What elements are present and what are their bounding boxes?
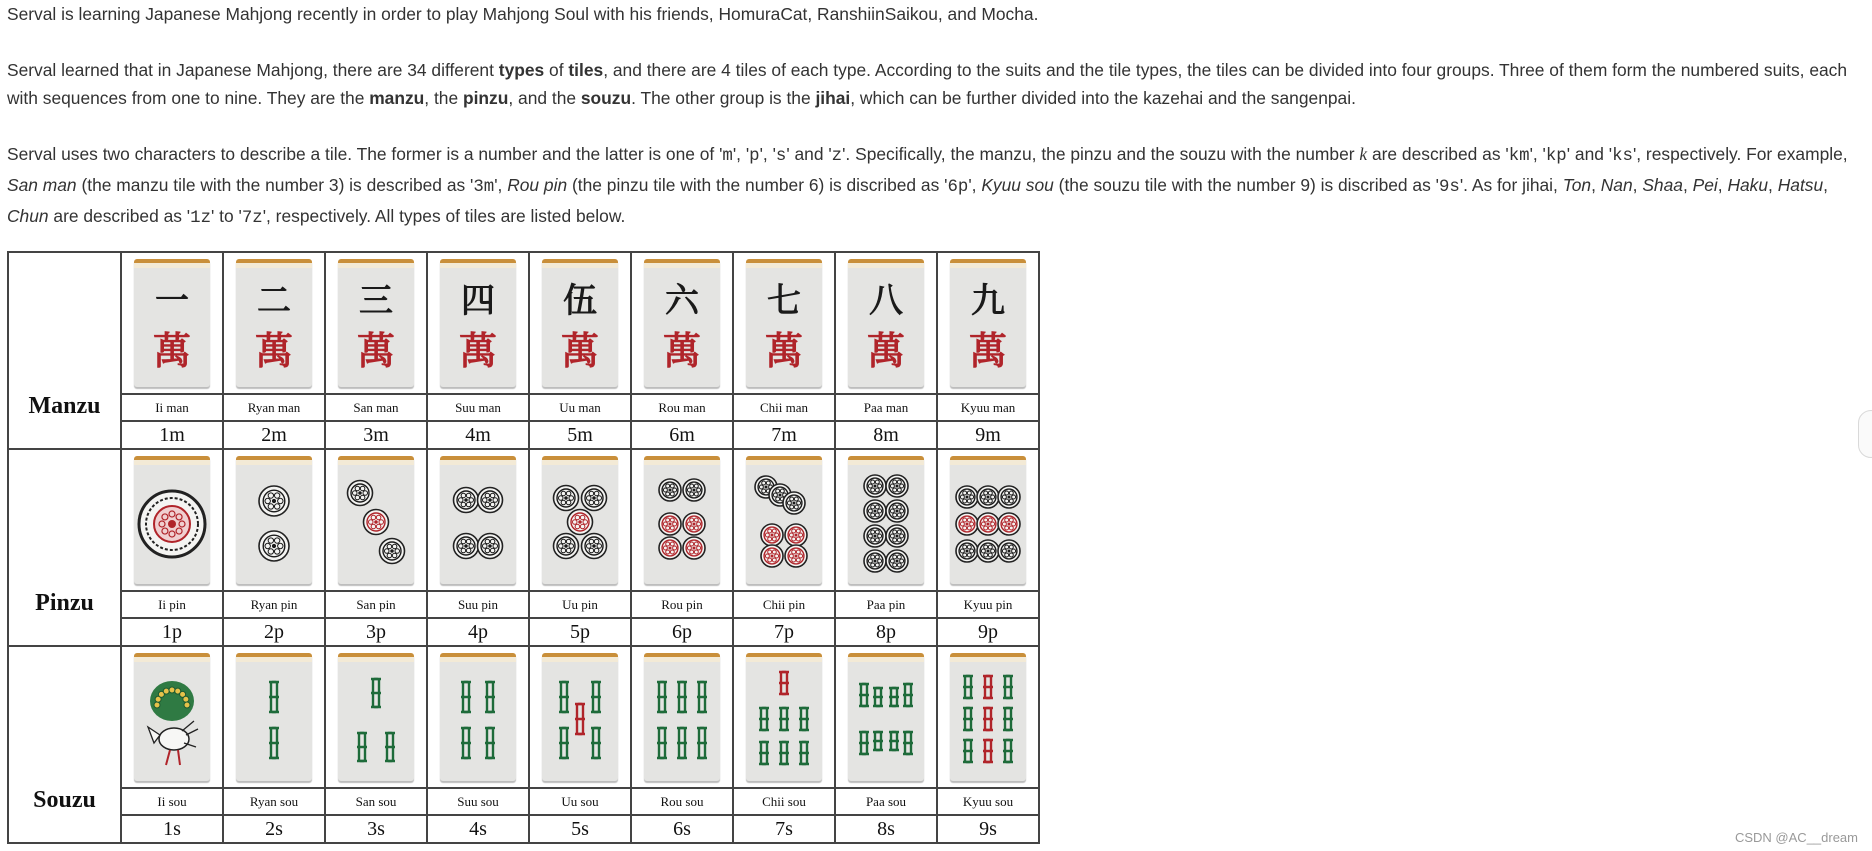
tile-image-cell — [631, 646, 733, 788]
pinzu-tile-art-5 — [542, 460, 618, 584]
text: are described as ' — [1367, 144, 1509, 164]
tile-image-cell — [223, 646, 325, 788]
tile-code: 5m — [529, 421, 631, 449]
italic-term: Nan — [1600, 175, 1633, 195]
tile-image-cell — [529, 646, 631, 788]
tile-code: 7m — [733, 421, 835, 449]
tile-image-cell — [835, 252, 937, 394]
souzu-tile-1 — [134, 653, 210, 781]
text: ', ' — [759, 144, 776, 164]
tile-image-cell — [937, 252, 1039, 394]
pinzu-tile-9 — [950, 456, 1026, 584]
tile-image-cell — [733, 252, 835, 394]
text: Serval learned that in Japanese Mahjong, there are 34 different — [7, 60, 499, 80]
pinzu-codes-row — [8, 618, 1039, 646]
tile-code: 8s — [835, 815, 937, 843]
kanji-number: 一 — [155, 281, 189, 321]
tile-image-cell — [733, 449, 835, 591]
tile-code: 2p — [223, 618, 325, 646]
pinzu-tile-3 — [338, 456, 414, 584]
code: 9s — [1438, 178, 1460, 197]
tile-image-cell — [427, 646, 529, 788]
souzu-tile-art-6 — [644, 657, 720, 781]
code: km — [1508, 147, 1530, 166]
tile-code: 7s — [733, 815, 835, 843]
tile-code: 8p — [835, 618, 937, 646]
tile-code: 2m — [223, 421, 325, 449]
tile-name: Ryan pin — [223, 591, 325, 618]
tile-name: Chii sou — [733, 788, 835, 815]
tile-name: Suu man — [427, 394, 529, 421]
text: of — [544, 60, 569, 80]
tile-code: 9m — [937, 421, 1039, 449]
text: (the souzu tile with the number 9) is discribed as ' — [1053, 175, 1439, 195]
text: ', ' — [732, 144, 750, 164]
code: p — [749, 147, 760, 166]
tile-image-cell — [733, 646, 835, 788]
manzu-tile-2 — [236, 259, 312, 387]
pinzu-tile-7 — [746, 456, 822, 584]
tile-image-cell — [223, 252, 325, 394]
italic-term: Ton — [1562, 175, 1592, 195]
tile-image-cell — [937, 646, 1039, 788]
souzu-tile-7 — [746, 653, 822, 781]
pinzu-tile-art-2 — [236, 460, 312, 584]
pinzu-tile-2 — [236, 456, 312, 584]
souzu-tile-9 — [950, 653, 1026, 781]
statement-paragraph-3 — [7, 140, 1867, 233]
kanji-number: 八 — [869, 281, 903, 321]
tile-name: Ii sou — [121, 788, 223, 815]
tile-name: Uu pin — [529, 591, 631, 618]
souzu-tile-art-8 — [848, 657, 924, 781]
text: (the pinzu tile with the number 6) is discribed as ' — [567, 175, 948, 195]
kanji-suit: 萬 — [560, 329, 599, 373]
souzu-names-row — [8, 788, 1039, 815]
tile-code: 6s — [631, 815, 733, 843]
text: , — [1591, 175, 1601, 195]
text: , — [1823, 175, 1828, 195]
manzu-tiles-row — [8, 252, 1039, 394]
bold-term: types — [498, 60, 545, 80]
manzu-tile-9 — [950, 259, 1026, 387]
tile-code: 2s — [223, 815, 325, 843]
tile-image-cell — [121, 646, 223, 788]
watermark: CSDN @AC__dream — [1734, 830, 1858, 845]
manzu-names-row — [8, 394, 1039, 421]
tile-code: 3s — [325, 815, 427, 843]
text: ', — [494, 175, 508, 195]
manzu-suit-label: Manzu — [8, 252, 121, 449]
tile-name: Rou sou — [631, 788, 733, 815]
tile-image-cell — [325, 252, 427, 394]
code: s — [775, 147, 787, 166]
tile-image-cell — [835, 449, 937, 591]
italic-term: Chun — [7, 206, 49, 226]
code: 6p — [947, 178, 969, 197]
pinzu-tiles-row — [8, 449, 1039, 591]
souzu-tile-5 — [542, 653, 618, 781]
pinzu-tile-art-7 — [746, 460, 822, 584]
tile-image-cell — [325, 449, 427, 591]
tile-name: Kyuu man — [937, 394, 1039, 421]
text: . The other group is the — [631, 88, 816, 108]
souzu-tile-art-7 — [746, 657, 822, 781]
kanji-number: 六 — [665, 281, 699, 321]
souzu-tile-3 — [338, 653, 414, 781]
manzu-tile-5 — [542, 259, 618, 387]
tile-code: 1p — [121, 618, 223, 646]
text: , — [1632, 175, 1643, 195]
souzu-tiles-row — [8, 646, 1039, 788]
tile-name: Chii pin — [733, 591, 835, 618]
souzu-codes-row — [8, 815, 1039, 843]
italic-term: Pei — [1692, 175, 1718, 195]
tile-name: Kyuu pin — [937, 591, 1039, 618]
text: '. Specifically, the manzu, the pinzu and the souzu with the number — [842, 144, 1360, 164]
manzu-tile-1 — [134, 259, 210, 387]
pinzu-suit-label: Pinzu — [8, 449, 121, 646]
tile-code: 5s — [529, 815, 631, 843]
pinzu-tile-art-1 — [134, 460, 210, 584]
pinzu-tile-4 — [440, 456, 516, 584]
kanji-suit: 萬 — [254, 329, 293, 373]
tile-name: Chii man — [733, 394, 835, 421]
pinzu-tile-6 — [644, 456, 720, 584]
code: 1z — [190, 209, 212, 228]
tile-image-cell — [631, 449, 733, 591]
tile-image-cell — [121, 252, 223, 394]
tile-name: San sou — [325, 788, 427, 815]
pinzu-tile-8 — [848, 456, 924, 584]
kanji-number: 七 — [767, 281, 801, 321]
tile-name: Ii man — [121, 394, 223, 421]
text: '. As for jihai, — [1459, 175, 1563, 195]
bold-term: tiles — [568, 60, 604, 80]
text: Serval uses two characters to describe a tile. The former is a number and the latter is one of ' — [7, 144, 723, 164]
souzu-suit-label: Souzu — [8, 646, 121, 843]
pinzu-tile-art-8 — [848, 460, 924, 584]
kanji-suit: 萬 — [866, 329, 905, 373]
statement-paragraph-2 — [7, 56, 1867, 112]
souzu-tile-art-2 — [236, 657, 312, 781]
manzu-tile-3 — [338, 259, 414, 387]
tile-name: Uu man — [529, 394, 631, 421]
souzu-tile-art-1 — [134, 657, 210, 781]
bold-term: manzu — [369, 88, 425, 108]
souzu-tile-4 — [440, 653, 516, 781]
code: 7z — [241, 209, 263, 228]
math-var: k — [1359, 144, 1368, 164]
code: m — [722, 147, 733, 166]
tile-name: Paa man — [835, 394, 937, 421]
kanji-suit: 萬 — [968, 329, 1007, 373]
tile-image-cell — [223, 449, 325, 591]
souzu-tile-6 — [644, 653, 720, 781]
italic-term: San man — [7, 175, 77, 195]
manzu-tile-4 — [440, 259, 516, 387]
tile-image-cell — [631, 252, 733, 394]
text: , and the — [508, 88, 581, 108]
tile-name: Rou pin — [631, 591, 733, 618]
italic-term: Hatsu — [1777, 175, 1824, 195]
tile-code: 4p — [427, 618, 529, 646]
tile-image-cell — [529, 449, 631, 591]
tile-name: Ryan sou — [223, 788, 325, 815]
pinzu-tile-art-3 — [338, 460, 414, 584]
statement-paragraph-1: Serval is learning Japanese Mahjong recently in order to play Mahjong Soul with his friends, HomuraCat, RanshiinSaikou, and Mocha. — [7, 4, 1039, 24]
tile-name: Suu pin — [427, 591, 529, 618]
text: are described as ' — [48, 206, 191, 226]
pinzu-tile-1 — [134, 456, 210, 584]
pinzu-tile-art-4 — [440, 460, 516, 584]
tile-name: Rou man — [631, 394, 733, 421]
tile-code: 5p — [529, 618, 631, 646]
tile-code: 9s — [937, 815, 1039, 843]
italic-term: Kyuu sou — [981, 175, 1054, 195]
text: , the — [424, 88, 463, 108]
tile-table — [7, 251, 1040, 844]
souzu-tile-8 — [848, 653, 924, 781]
kanji-number: 二 — [257, 281, 291, 321]
manzu-tile-7 — [746, 259, 822, 387]
problem-statement — [7, 0, 1867, 233]
bold-term: jihai — [815, 88, 851, 108]
tile-code: 6m — [631, 421, 733, 449]
tile-code: 9p — [937, 618, 1039, 646]
text: ' and ' — [786, 144, 832, 164]
kanji-suit: 萬 — [458, 329, 497, 373]
text: ' to ' — [211, 206, 242, 226]
text: , — [1717, 175, 1728, 195]
tile-code: 1s — [121, 815, 223, 843]
souzu-tile-art-9 — [950, 657, 1026, 781]
pinzu-tile-art-6 — [644, 460, 720, 584]
italic-term: Rou pin — [507, 175, 568, 195]
tile-name: Kyuu sou — [937, 788, 1039, 815]
kanji-number: 四 — [461, 281, 495, 321]
tile-image-cell — [121, 449, 223, 591]
souzu-tile-art-4 — [440, 657, 516, 781]
kanji-suit: 萬 — [662, 329, 701, 373]
tile-name: Paa pin — [835, 591, 937, 618]
tile-code: 6p — [631, 618, 733, 646]
code: 3m — [473, 178, 495, 197]
tile-code: 1m — [121, 421, 223, 449]
tile-name: Paa sou — [835, 788, 937, 815]
manzu-tile-8 — [848, 259, 924, 387]
pinzu-tile-5 — [542, 456, 618, 584]
italic-term: Shaa — [1642, 175, 1683, 195]
tile-name: Ryan man — [223, 394, 325, 421]
tile-name: Ii pin — [121, 591, 223, 618]
tile-image-cell — [325, 646, 427, 788]
souzu-tile-art-5 — [542, 657, 618, 781]
text: , — [1682, 175, 1693, 195]
pinzu-names-row — [8, 591, 1039, 618]
kanji-number: 九 — [971, 281, 1005, 321]
text: , and there are 4 tiles of each type. According to the suits and the tile types, the tiles can be divided into four groups. Three of them form the numbered suits, each with sequences from one to nine. They are the — [7, 60, 1848, 108]
tile-code: 3m — [325, 421, 427, 449]
tile-image-cell — [529, 252, 631, 394]
code: kp — [1545, 147, 1567, 166]
kanji-suit: 萬 — [152, 329, 191, 373]
text: ' and ' — [1566, 144, 1613, 164]
tile-code: 3p — [325, 618, 427, 646]
manzu-tile-6 — [644, 259, 720, 387]
tile-code: 4s — [427, 815, 529, 843]
tile-image-cell — [835, 646, 937, 788]
bold-term: pinzu — [462, 88, 509, 108]
kanji-number: 三 — [359, 281, 393, 321]
tile-name: Suu sou — [427, 788, 529, 815]
side-scroll-handle[interactable] — [1858, 410, 1872, 458]
souzu-tile-art-3 — [338, 657, 414, 781]
code: z — [831, 147, 843, 166]
kanji-number: 伍 — [563, 281, 597, 321]
tile-code: 8m — [835, 421, 937, 449]
manzu-codes-row — [8, 421, 1039, 449]
tile-image-cell — [937, 449, 1039, 591]
kanji-suit: 萬 — [356, 329, 395, 373]
tile-name: Uu sou — [529, 788, 631, 815]
text: ', respectively. For example, — [1632, 144, 1848, 164]
pinzu-tile-art-9 — [950, 460, 1026, 584]
code: ks — [1612, 147, 1633, 166]
tile-code: 4m — [427, 421, 529, 449]
souzu-tile-2 — [236, 653, 312, 781]
tile-name: San pin — [325, 591, 427, 618]
text: , — [1768, 175, 1778, 195]
italic-term: Haku — [1727, 175, 1769, 195]
tile-image-cell — [427, 449, 529, 591]
tile-code: 7p — [733, 618, 835, 646]
bold-term: souzu — [580, 88, 632, 108]
text: , which can be further divided into the kazehai and the sangenpai. — [850, 88, 1356, 108]
tile-name: San man — [325, 394, 427, 421]
text: ', respectively. All types of tiles are listed below. — [262, 206, 626, 226]
tile-image-cell — [427, 252, 529, 394]
text: (the manzu tile with the number 3) is described as ' — [76, 175, 474, 195]
text: ', — [968, 175, 982, 195]
text: ', ' — [1529, 144, 1546, 164]
kanji-suit: 萬 — [764, 329, 803, 373]
